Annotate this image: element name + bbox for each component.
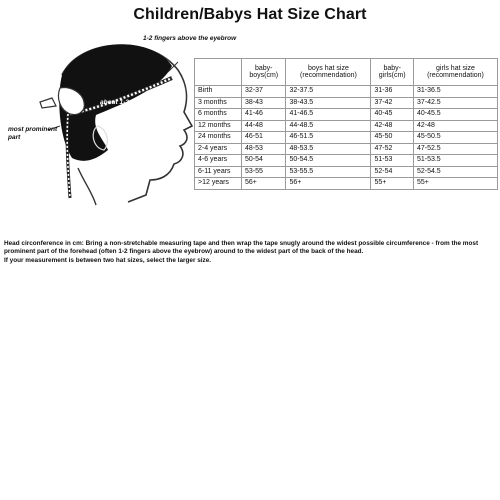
table-cell: 31-36.5 [413,86,497,98]
measurement-notes [4,240,496,265]
table-cell: 37-42.5 [413,97,497,109]
table-cell: 38-43.5 [286,97,371,109]
table-cell: 41-46.5 [286,109,371,121]
table-cell: 45-50 [371,132,414,144]
table-cell: 46-51 [242,132,286,144]
table-cell: 44-48 [242,120,286,132]
table-cell: 6-11 years [195,166,242,178]
table-cell: 32-37 [242,86,286,98]
table-cell: 44-48.5 [286,120,371,132]
table-cell: 38-43 [242,97,286,109]
table-header-cell: boys hat size (recommendation) [286,59,371,86]
table-row [195,97,498,109]
ear-label: about 1-2 above [100,99,150,106]
table-cell: 48-53.5 [286,143,371,155]
table-cell: 32-37.5 [286,86,371,98]
table-cell: 55+ [413,178,497,190]
table-header-cell: girls hat size (recommendation) [413,59,497,86]
table-row [195,109,498,121]
table-cell: 42-48 [371,120,414,132]
table-cell: 46-51.5 [286,132,371,144]
table-cell: 47-52 [371,143,414,155]
table-row [195,120,498,132]
table-cell: 53-55.5 [286,166,371,178]
neck-outline [78,168,96,205]
table-row [195,132,498,144]
table-row [195,166,498,178]
table-cell: 51-53 [371,155,414,167]
table-cell: 40-45.5 [413,109,497,121]
table-cell: >12 years [195,178,242,190]
table-cell: 51-53.5 [413,155,497,167]
table-cell: 53-55 [242,166,286,178]
table-cell: 2-4 years [195,143,242,155]
table-cell: 6 months [195,109,242,121]
table-row [195,155,498,167]
table-cell: 50-54.5 [286,155,371,167]
table-row [195,86,498,98]
table-header-row [195,59,498,86]
table-cell: Birth [195,86,242,98]
table-cell: 12 months [195,120,242,132]
fingers-label: 1-2 fingers above the eyebrow [143,35,237,42]
size-advice: If your measurement is between two hat sizes, select the larger size. [4,256,212,264]
table-header-cell: baby-girls(cm) [371,59,414,86]
page-title: Children/Babys Hat Size Chart [133,6,367,23]
table-header-cell [195,59,242,86]
table-cell: 37-42 [371,97,414,109]
table-cell: 47-52.5 [413,143,497,155]
table-cell: 48-53 [242,143,286,155]
measurement-instructions: Head circonference in cm: Bring a non-stretchable measuring tape and then wrap the tape snugly around the widest possible circumference - from the most prominent part of the forehead (often 1-2 fingers above the eyebrow) around to the widest part of the back of the head. [4,240,479,256]
table-row [195,143,498,155]
table-cell: 45-50.5 [413,132,497,144]
table-header-cell: baby-boys(cm) [242,59,286,86]
table-cell: 24 months [195,132,242,144]
table-cell: 52-54 [371,166,414,178]
table-cell: 56+ [242,178,286,190]
table-cell: 50-54 [242,155,286,167]
table-cell: 42-48 [413,120,497,132]
table-cell: 40-45 [371,109,414,121]
most-prominent-label: most prominent part [8,126,58,141]
table-row [195,178,498,190]
table-cell: 41-46 [242,109,286,121]
table-cell: 31-36 [371,86,414,98]
table-cell: 56+ [286,178,371,190]
table-cell: 4-6 years [195,155,242,167]
table-cell: 55+ [371,178,414,190]
size-table [194,58,498,190]
table-cell: 52-54.5 [413,166,497,178]
table-cell: 3 months [195,97,242,109]
